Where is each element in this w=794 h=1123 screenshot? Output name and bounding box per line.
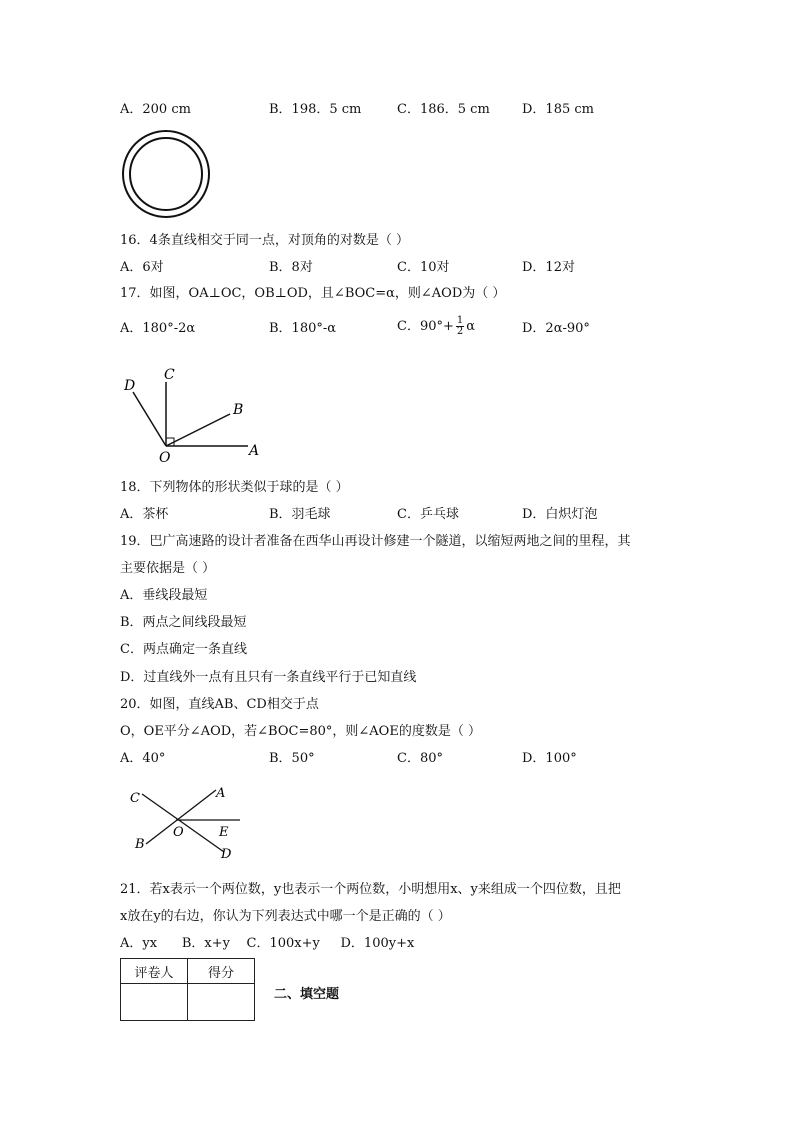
q17-option-d: D．2α-90°: [522, 321, 590, 336]
fraction-numerator: 1: [456, 315, 464, 326]
q21-options: A．yx B．x+y C．100x+y D．100y+x: [120, 936, 415, 951]
label-a: A: [216, 786, 226, 801]
q17-option-b: B．180°-α: [269, 321, 337, 336]
q17-option-c-suffix: α: [466, 319, 476, 334]
q18-option-d: D．白炽灯泡: [522, 507, 598, 522]
q17-angle-figure: [118, 362, 268, 466]
q16-option-b: B．8对: [269, 260, 313, 275]
label-o: O: [173, 825, 184, 840]
q21-stem-line1: 21．若x表示一个两位数，y也表示一个两位数，小明想用x、y来组成一个四位数，且把: [120, 882, 621, 897]
q17-option-c: [397, 316, 475, 337]
q20-option-b: B．50°: [269, 751, 315, 766]
q20-option-c: C．80°: [397, 751, 443, 766]
q20-intersecting-lines-figure: [128, 780, 248, 864]
ring-figure: [120, 128, 212, 220]
label-d: D: [221, 847, 232, 862]
label-b: B: [233, 402, 244, 418]
q20-stem-line1: 20．如图，直线AB、CD相交于点: [120, 697, 319, 712]
one-half-fraction: [456, 316, 464, 337]
label-b: B: [135, 837, 145, 852]
grader-header: 评卷人: [121, 959, 188, 984]
fraction-denominator: 2: [456, 326, 464, 337]
q18-option-a: A．茶杯: [120, 507, 169, 522]
q16-option-a: A．6对: [120, 260, 164, 275]
q21-stem-line2: x放在y的右边，你认为下列表达式中哪一个是正确的（ ）: [120, 909, 451, 924]
q19-stem-line1: 19．巴广高速路的设计者准备在西华山再设计修建一个隧道，以缩短两地之间的里程，其: [120, 534, 631, 549]
label-a: A: [249, 443, 260, 459]
q20-option-d: D．100°: [522, 751, 577, 766]
score-cell: [188, 984, 255, 1021]
q19-option-b: B．两点之间线段最短: [120, 615, 247, 630]
q18-option-c: C．乒乓球: [397, 507, 459, 522]
q19-stem-line2: 主要依据是（ ）: [120, 561, 216, 576]
q20-stem-line2: O，OE平分∠AOD，若∠BOC=80°，则∠AOE的度数是（ ）: [120, 724, 481, 739]
q15-option-c: C．186．5 cm: [397, 102, 490, 117]
section-title: 二、填空题: [274, 987, 340, 1002]
label-c: C: [164, 367, 175, 383]
q19-option-c: C．两点确定一条直线: [120, 642, 247, 657]
q15-option-b: B．198．5 cm: [269, 102, 362, 117]
q18-stem: 18．下列物体的形状类似于球的是（ ）: [120, 480, 349, 495]
q16-option-d: D．12对: [522, 260, 575, 275]
q15-option-d: D．185 cm: [522, 102, 594, 117]
q20-option-a: A．40°: [120, 751, 166, 766]
q17-stem: 17．如图，OA⊥OC，OB⊥OD，且∠BOC=α，则∠AOD为（ ）: [120, 286, 506, 301]
q17-option-a: A．180°-2α: [120, 321, 196, 336]
label-o: O: [159, 450, 171, 466]
q19-option-d: D．过直线外一点有且只有一条直线平行于已知直线: [120, 670, 417, 685]
label-c: C: [130, 791, 140, 806]
label-d: D: [124, 378, 136, 394]
q17-option-c-prefix: C．90°+: [397, 319, 454, 334]
label-e: E: [219, 825, 229, 840]
q18-option-b: B．羽毛球: [269, 507, 331, 522]
grader-cell: [121, 984, 188, 1021]
q19-option-a: A．垂线段最短: [120, 588, 208, 603]
score-table: [120, 958, 255, 1021]
q16-option-c: C．10对: [397, 260, 450, 275]
score-header: 得分: [188, 959, 255, 984]
q16-stem: 16．4条直线相交于同一点，对顶角的对数是（ ）: [120, 233, 409, 248]
q15-option-a: A．200 cm: [120, 102, 191, 117]
